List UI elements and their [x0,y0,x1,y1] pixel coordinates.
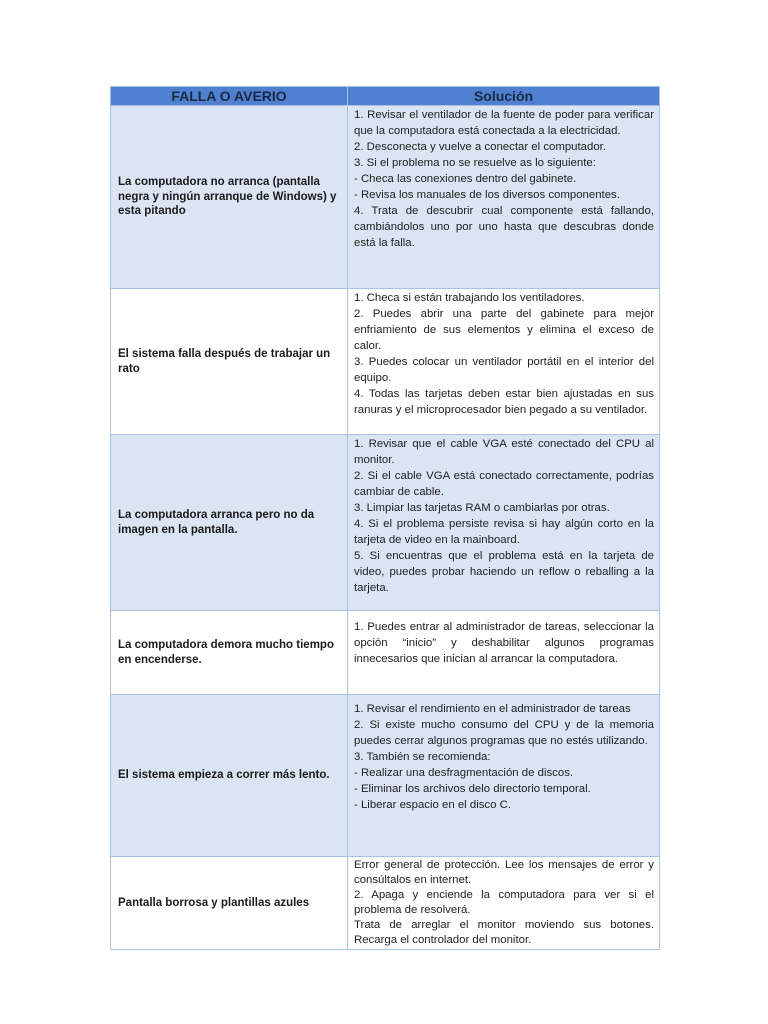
solution-line: 5. Si encuentras que el problema está en la tarjeta de video, puedes probar haciendo un reflow o reballing a la tarjeta. [354,550,654,594]
solution-line: 2. Puedes abrir una parte del gabinete para mejor enfriamiento de sus elementos y elimina el exceso de calor. [354,308,654,352]
solution-line: 4. Si el problema persiste revisa si hay algún corto en la tarjeta de video en la mainboard. [354,518,654,546]
solution-line: 2. Apaga y enciende la computadora para ver si el problema de resolverá. [354,889,654,916]
solution-line: - Realizar una desfragmentación de discos. [354,767,574,779]
solucion-cell [348,857,660,950]
solution-line: Trata de arreglar el monitor moviendo sus botones. Recarga el controlador del monitor. [354,919,654,946]
solution-line: 4. Todas las tarjetas deben estar bien ajustadas en sus ranuras y el microprocesador bien pegado a su ventilador. [354,388,654,416]
solution-line: 3. Limpiar las tarjetas RAM o cambiarlas por otras. [354,502,610,514]
solucion-cell [348,435,660,611]
table-row [111,289,660,435]
table-row [111,857,660,950]
solution-line: 1. Revisar el rendimiento en el administrador de tareas [354,703,631,715]
solution-line: 2. Desconecta y vuelve a conectar el computador. [354,141,607,153]
solution-line: 3. Puedes colocar un ventilador portátil en el interior del equipo. [354,356,654,384]
solucion-cell [348,611,660,695]
solution-line: 3. Si el problema no se resuelve as lo siguiente: [354,157,596,169]
table-row [111,695,660,857]
solucion-cell [348,106,660,289]
solucion-cell [348,695,660,857]
solution-line: 1. Puedes entrar al administrador de tareas, seleccionar la opción “inicio” y deshabilitar algunos programas innecesarios que inician al arrancar la computadora. [354,621,654,665]
falla-cell: La computadora arranca pero no da imagen en la pantalla. [111,435,348,611]
solution-line: 2. Si existe mucho consumo del CPU y de la memoria puedes cerrar algunos programas que no estés utilizando. [354,719,654,747]
solution-line: 1. Revisar que el cable VGA esté conectado del CPU al monitor. [354,438,654,466]
solution-line: 3. También se recomienda: [354,751,491,763]
falla-cell: La computadora demora mucho tiempo en encenderse. [111,611,348,695]
solution-line: 1. Revisar el ventilador de la fuente de poder para verificar que la computadora está conectada a la electricidad. [354,109,654,137]
table-row [111,611,660,695]
solution-line: 1. Checa si están trabajando los ventiladores. [354,292,585,304]
header-solucion: Solución [348,87,660,106]
falla-cell: La computadora no arranca (pantalla negra y ningún arranque de Windows) y esta pitando [111,106,348,289]
falla-cell: El sistema empieza a correr más lento. [111,695,348,857]
solution-line: - Liberar espacio en el disco C. [354,799,512,811]
solution-line: Error general de protección. Lee los mensajes de error y consúltalos en internet. [354,859,654,886]
table-row [111,435,660,611]
solution-line: - Checa las conexiones dentro del gabinete. [354,173,577,185]
falla-cell: Pantalla borrosa y plantillas azules [111,857,348,950]
falla-cell: El sistema falla después de trabajar un rato [111,289,348,435]
solution-line: - Eliminar los archivos delo directorio temporal. [354,783,591,795]
header-falla: FALLA O AVERIO [111,87,348,106]
faults-table [110,86,660,950]
table-header-row [111,87,660,106]
table-row [111,106,660,289]
solucion-cell [348,289,660,435]
solution-line: 4. Trata de descubrir cual componente está fallando, cambiándolos uno por uno hasta que descubras donde está la falla. [354,205,654,249]
solution-line: 2. Si el cable VGA está conectado correctamente, podrías cambiar de cable. [354,470,654,498]
solution-line: - Revisa los manuales de los diversos componentes. [354,189,620,201]
